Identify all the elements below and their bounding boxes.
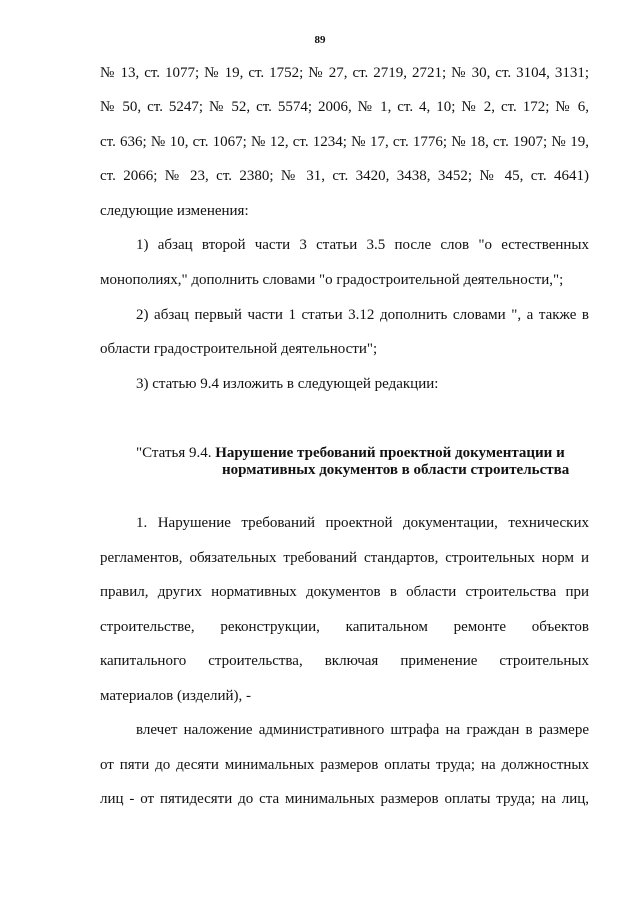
- text-line: 3) статью 9.4 изложить в следующей редакции:: [136, 376, 439, 392]
- text-line: лиц - от пятидесяти до ста минимальных размеров оплаты труда; на лиц,: [100, 791, 589, 807]
- text-line: ст. 636; № 10, ст. 1067; № 12, ст. 1234; № 17, ст. 1776; № 18, ст. 1907; № 19,: [100, 134, 589, 150]
- text-line: 2) абзац первый части 1 статьи 3.12 дополнить словами ", а также в: [136, 307, 589, 323]
- text-line: строительстве, реконструкции, капитальном ремонте объектов: [100, 619, 589, 635]
- article-heading: [136, 445, 589, 462]
- text-line: капитального строительства, включая применение строительных: [100, 653, 589, 669]
- text-line: области градостроительной деятельности";: [100, 341, 378, 357]
- text-line: следующие изменения:: [100, 203, 249, 219]
- article-title-line1: Нарушение требований проектной документации и: [215, 445, 565, 461]
- text-line: правил, других нормативных документов в области строительства при: [100, 584, 589, 600]
- text-line: от пяти до десяти минимальных размеров оплаты труда; на должностных: [100, 757, 589, 773]
- text-line: материалов (изделий), -: [100, 688, 252, 704]
- page-number: 89: [314, 34, 326, 46]
- text-line: № 50, ст. 5247; № 52, ст. 5574; 2006, № 1, ст. 4, 10; № 2, ст. 172; № 6,: [100, 99, 589, 115]
- article-title-line2: нормативных документов в области строительства: [222, 462, 570, 478]
- text-line: № 13, ст. 1077; № 19, ст. 1752; № 27, ст. 2719, 2721; № 30, ст. 3104, 3131;: [100, 65, 589, 81]
- text-line: монополиях," дополнить словами "о градостроительной деятельности,";: [100, 272, 564, 288]
- text-line: регламентов, обязательных требований стандартов, строительных норм и: [100, 550, 589, 566]
- text-line: 1. Нарушение требований проектной документации, технических: [136, 515, 589, 531]
- text-line: влечет наложение административного штрафа на граждан в размере: [136, 722, 589, 738]
- text-line: 1) абзац второй части 3 статьи 3.5 после слов "о естественных: [136, 237, 589, 253]
- article-label: "Статья 9.4.: [136, 445, 212, 461]
- text-line: ст. 2066; № 23, ст. 2380; № 31, ст. 3420, 3438, 3452; № 45, ст. 4641): [100, 168, 589, 184]
